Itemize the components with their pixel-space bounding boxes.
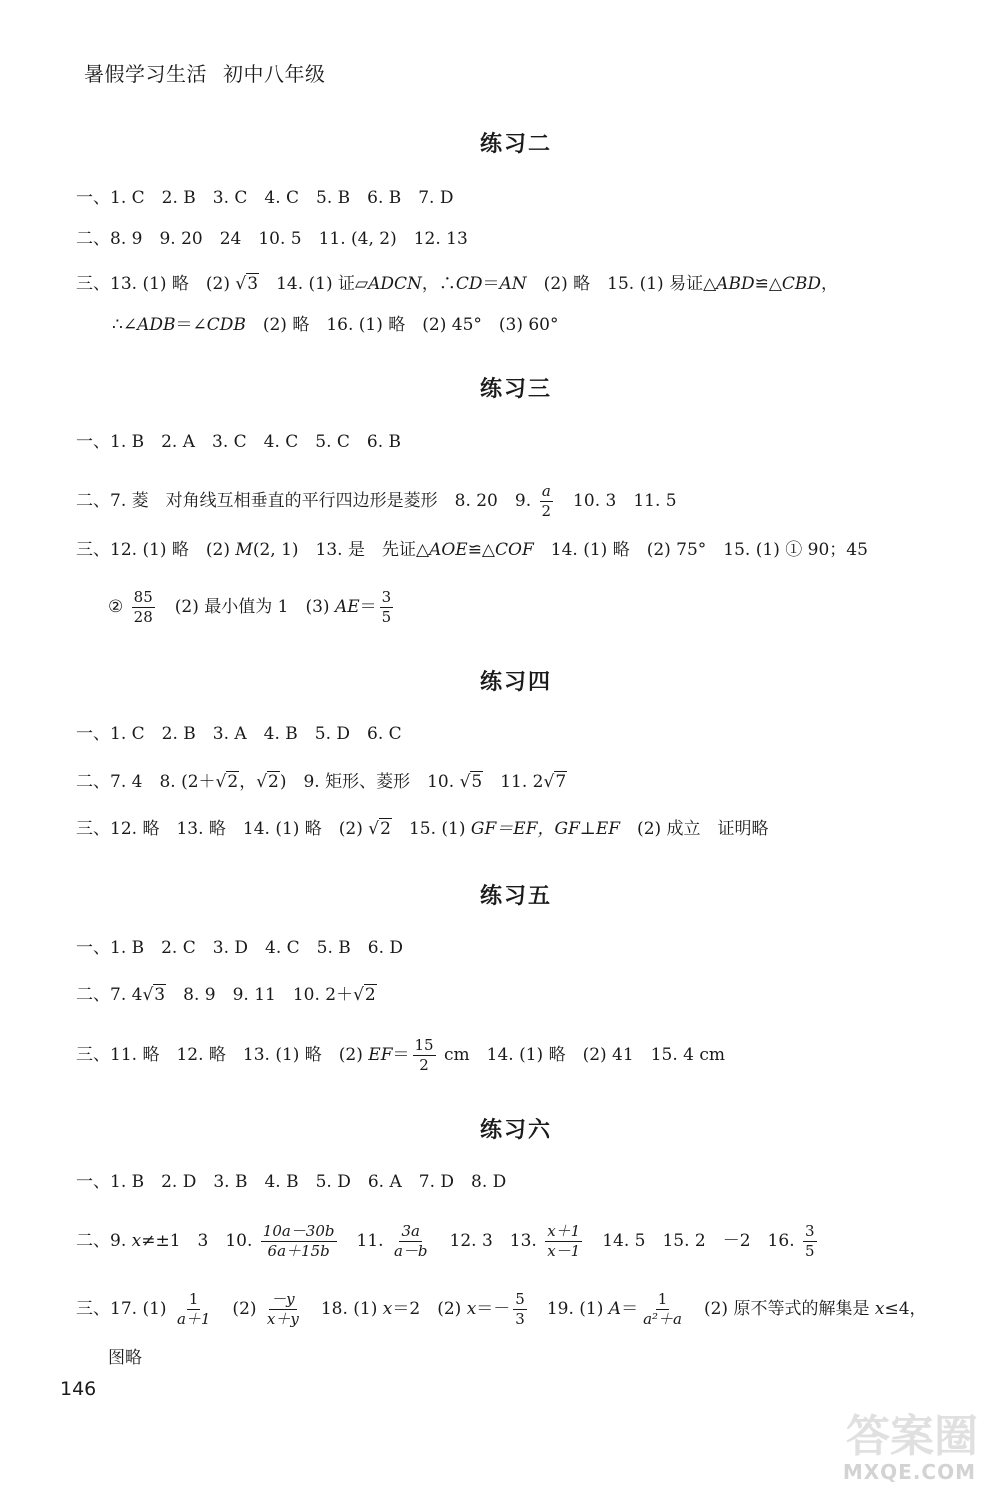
text: 三、12. 略 13. 略 14. (1) 略 (2) [76,819,369,839]
text: (2) [215,1299,262,1319]
watermark-site: MXQE.COM [842,1460,976,1484]
text: 14. 5 15. 2 －2 16. [585,1231,801,1251]
numerator: x＋1 [547,1222,581,1240]
math-var: COF [495,540,534,560]
math-var: x [131,1231,142,1251]
denominator: 2 [541,502,552,520]
fraction [175,1290,213,1329]
section-title-5: 练习五 [479,884,552,909]
numerator: 3 [805,1222,815,1240]
text: ≤4， [884,1299,927,1319]
math-var: ABD [716,274,755,294]
section-title-6: 练习六 [479,1118,552,1143]
sqrt-symbol: √2 [215,772,239,792]
math-var: A [608,1299,622,1319]
fraction [261,1222,337,1261]
radicand: 5 [471,772,483,792]
s4-line-1: 一、1. C 2. B 3. A 4. B 5. D 6. C [76,724,402,744]
sqrt-symbol: √2 [353,985,376,1005]
sqrt-symbol: √5 [459,772,483,792]
numerator: 10a－30b [262,1222,335,1240]
text: 18. (1) [303,1299,383,1319]
denominator: a－b [393,1242,428,1260]
sqrt-symbol: √7 [543,772,567,792]
denominator: 3 [515,1310,525,1328]
numerator: 15 [414,1036,434,1054]
text: ＝ [359,597,377,617]
s3-line-4 [108,588,980,627]
fraction [265,1290,301,1329]
sqrt-symbol: √2 [256,772,279,792]
math-var: ADB [137,315,176,335]
text: 15. (1) [391,819,471,839]
text: ，∴ [421,274,456,294]
radicand: 3 [247,274,259,294]
s5-line-1: 一、1. B 2. C 3. D 4. C 5. B 6. D [76,938,404,958]
numerator: 3a [401,1222,420,1240]
text: 三、13. (1) 略 (2) [76,274,236,294]
running-header [84,58,326,87]
text: ) 9. 矩形、菱形 10. [279,772,460,792]
numerator: a [541,482,551,500]
numerator: －y [271,1290,295,1308]
math-var: x [382,1299,393,1319]
book-title: 暑假学习生活 [84,62,207,86]
radicand: 2 [227,772,239,792]
section-title-3: 练习三 [479,377,552,402]
text: 二、9. [76,1231,132,1251]
math-var: CBD [781,274,822,294]
math-var: AN [499,274,527,294]
text: 11. 2 [483,772,544,792]
text: 8. 9 9. 11 10. 2＋ [166,985,354,1005]
text: (2) 略 15. (1) 易证△ [526,274,717,294]
denominator: a²＋a [643,1310,682,1328]
math-var: M [235,540,253,560]
math-var: CD [455,274,483,294]
sqrt-symbol: √3 [235,274,259,294]
fraction [540,482,554,521]
text: ， [239,772,257,792]
math-var: ADCN [368,274,422,294]
s2-line-1: 一、1. C 2. B 3. C 4. C 5. B 6. B 7. D [76,188,454,208]
text: cm 14. (1) 略 (2) 41 15. 4 cm [438,1045,725,1065]
text: 二、7. 4 8. (2＋ [76,772,216,792]
fraction [132,588,155,627]
text: ≠±1 3 10. [141,1231,258,1251]
text: ≌△ [467,540,496,560]
section-title-4: 练习四 [479,670,552,695]
numerator: 5 [515,1290,525,1308]
s3-line-1: 一、1. B 2. A 3. C 4. C 5. C 6. B [76,432,402,452]
fraction [641,1290,684,1329]
text: (2) 原不等式的解集是 [686,1299,875,1319]
radicand: 2 [380,819,391,839]
text: ＝∠ [175,315,207,335]
text: ＝ [392,1045,410,1065]
math-var: EF [368,1045,393,1065]
fraction [380,588,394,627]
denominator: 2 [419,1056,429,1074]
numerator: 1 [657,1290,668,1308]
s3-line-3 [76,538,980,562]
fraction [545,1222,582,1261]
denominator: x－1 [547,1242,581,1260]
text: ≌△ [754,274,782,294]
numerator: 3 [381,588,392,606]
s4-line-3 [76,817,980,841]
denominator: 28 [133,608,153,626]
fraction [392,1222,430,1261]
radicand: 7 [555,772,567,792]
page-number: 146 [60,1378,97,1400]
text: 14. (1) 证▱ [259,274,369,294]
section-title-2: 练习二 [479,132,552,157]
watermark-logo: 答案圈 [846,1411,978,1462]
text: 三、12. (1) 略 (2) [76,540,236,560]
numerator: 1 [188,1290,199,1308]
text: (2, 1) 13. 是 先证△ [252,540,430,560]
radicand: 3 [154,985,166,1005]
math-var: x [466,1299,477,1319]
text: (2) 略 16. (1) 略 (2) 45° (3) 60° [245,315,559,335]
text: ② [108,597,129,617]
text: ＝2 (2) [392,1299,467,1319]
math-var: x [874,1299,885,1319]
s2-line-2: 二、8. 9 9. 20 24 10. 5 11. (4, 2) 12. 13 [76,229,468,249]
s3-line-2 [76,482,980,521]
text: 三、11. 略 12. 略 13. (1) 略 (2) [76,1045,369,1065]
math-var: AOE [429,540,468,560]
text: ∴∠ [112,315,138,335]
text: ＝－ [476,1299,511,1319]
s2-line-3 [76,272,980,296]
text: ＝ [482,274,500,294]
denominator: a＋1 [176,1310,211,1328]
s6-line-4: 图略 [108,1348,142,1368]
denominator: 5 [805,1242,815,1260]
radicand: 2 [364,985,376,1005]
text: 12. 3 13. [432,1231,543,1251]
s5-line-3 [76,1036,980,1075]
math-var: CDB [206,315,246,335]
sqrt-symbol: √2 [368,819,391,839]
s5-line-2 [76,983,980,1007]
grade-label: 初中八年级 [223,62,326,86]
denominator: 6a＋15b [267,1242,330,1260]
sqrt-symbol: √3 [142,985,166,1005]
s6-line-1: 一、1. B 2. D 3. B 4. B 5. D 6. A 7. D 8. D [76,1172,507,1192]
fraction [803,1222,817,1261]
text: 19. (1) [529,1299,609,1319]
denominator: x＋y [266,1310,299,1328]
numerator: 85 [133,588,153,606]
text: 14. (1) 略 (2) 75° 15. (1) ① 90；45 [533,540,868,560]
text: 三、17. (1) [76,1299,172,1319]
s2-line-4 [112,313,980,337]
text: (2) 成立 证明略 [620,819,769,839]
text: ＝ [621,1299,639,1319]
s4-line-2 [76,770,980,794]
math-expression: GF＝EF，GF⊥EF [470,819,621,839]
watermark [790,1400,990,1490]
fraction [413,1036,436,1075]
text: 二、7. 4 [76,985,143,1005]
fraction [513,1290,527,1329]
text: (2) 最小值为 1 (3) [157,597,335,617]
text: 二、7. 菱 对角线互相垂直的平行四边形是菱形 8. 20 9. [76,491,537,511]
denominator: 5 [381,608,392,626]
s6-line-3 [76,1290,980,1329]
s6-line-2 [76,1222,980,1261]
radicand: 2 [268,772,279,792]
math-var: AE [334,597,360,617]
text: 10. 3 11. 5 [556,491,677,511]
text: 11. [339,1231,389,1251]
text: ， [821,274,839,294]
